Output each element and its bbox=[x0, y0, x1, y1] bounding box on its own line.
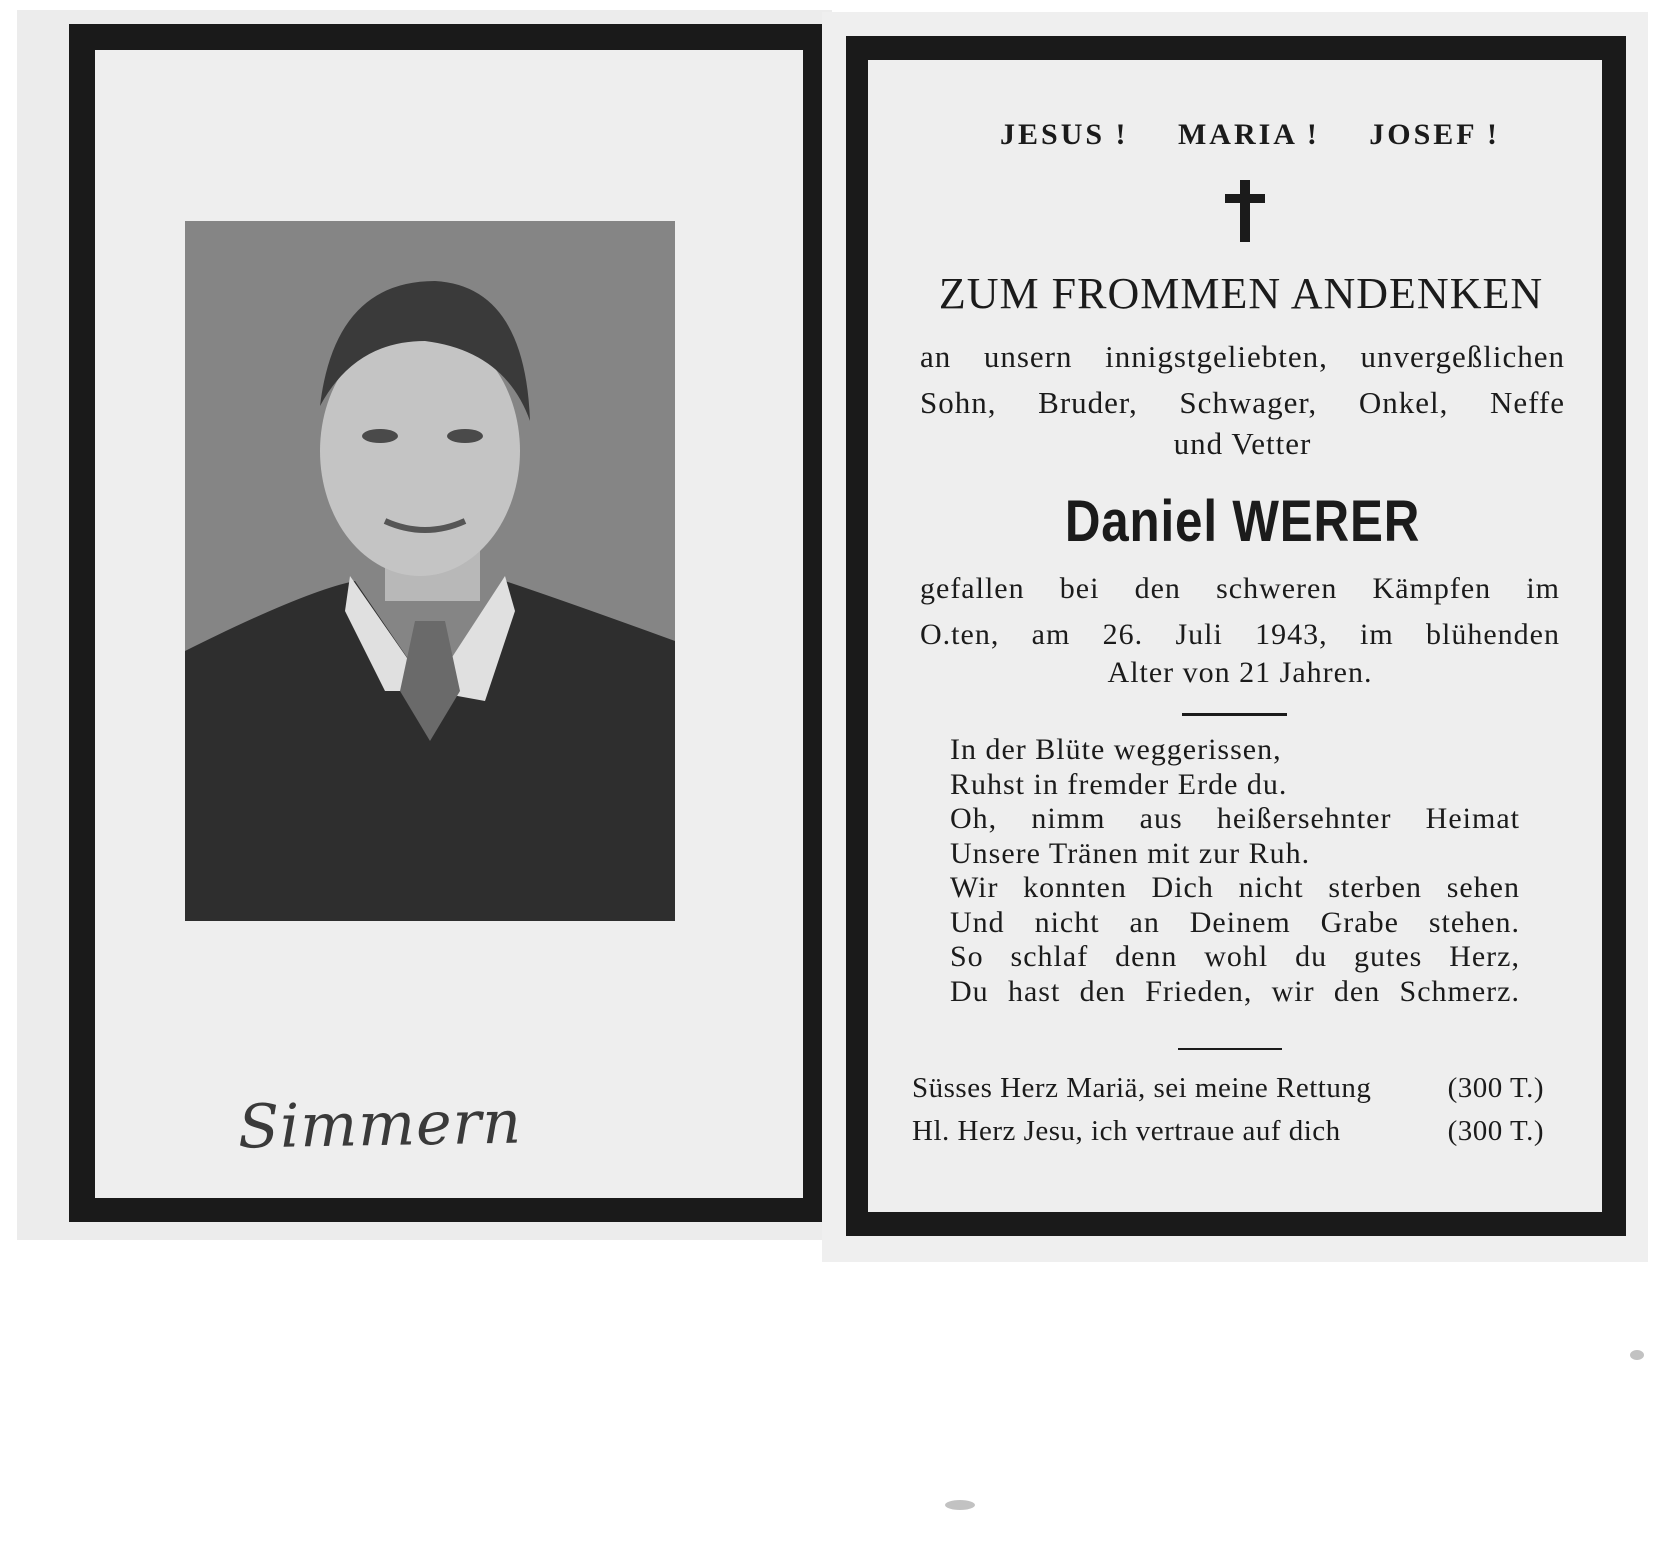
invocation-josef: JOSEF ! bbox=[1369, 118, 1500, 151]
death-line-2: O.ten, am 26. Juli 1943, im blühenden bbox=[920, 618, 1560, 651]
dedication-text bbox=[920, 334, 1565, 426]
poem-line: Oh, nimm aus heißersehnter Heimat bbox=[950, 802, 1520, 835]
prayer-text: Hl. Herz Jesu, ich vertraue auf dich bbox=[912, 1115, 1341, 1147]
handwritten-place-signature: Simmern bbox=[237, 1087, 523, 1163]
poem-line: Wir konnten Dich nicht sterben sehen bbox=[950, 871, 1520, 904]
prayer-line bbox=[912, 1072, 1544, 1105]
portrait-photo bbox=[185, 221, 675, 921]
scan-speck bbox=[1630, 1350, 1644, 1360]
memorial-poem bbox=[950, 733, 1520, 1009]
dedication-line-1: an unsern innigstgeliebten, unvergeßlichen bbox=[920, 339, 1565, 374]
prayer-text: Süsses Herz Mariä, sei meine Rettung bbox=[912, 1072, 1372, 1104]
divider-rule bbox=[1178, 1048, 1282, 1050]
death-line-3: Alter von 21 Jahren. bbox=[1107, 656, 1373, 689]
poem-line: Und nicht an Deinem Grabe stehen. bbox=[950, 905, 1520, 939]
dedication-line-3: und Vetter bbox=[1173, 426, 1312, 461]
poem-line: So schlaf denn wohl du gutes Herz, bbox=[950, 940, 1520, 973]
invocation-maria: MARIA ! bbox=[1177, 118, 1320, 151]
poem-line: Du hast den Frieden, wir den Schmerz. bbox=[950, 974, 1520, 1008]
poem-line: Ruhst in fremder Erde du. bbox=[950, 767, 1288, 801]
poem-line: In der Blüte weggerissen, bbox=[950, 733, 1282, 766]
dedication-line-2: Sohn, Bruder, Schwager, Onkel, Neffe bbox=[920, 385, 1565, 420]
death-details bbox=[920, 566, 1560, 658]
prayer-indulgence: (300 T.) bbox=[1447, 1072, 1544, 1104]
deceased-name: Daniel WERER bbox=[1064, 489, 1421, 554]
prayer-line bbox=[912, 1115, 1544, 1148]
divider-rule bbox=[1182, 713, 1287, 716]
poem-line: Unsere Tränen mit zur Ruh. bbox=[950, 836, 1311, 870]
memorial-heading: ZUM FROMMEN ANDENKEN bbox=[938, 269, 1544, 318]
invocations bbox=[1000, 118, 1500, 152]
prayer-indulgence: (300 T.) bbox=[1447, 1115, 1544, 1147]
cross-icon bbox=[1225, 180, 1265, 242]
invocation-jesus: JESUS ! bbox=[1000, 118, 1129, 151]
death-line-1: gefallen bei den schweren Kämpfen im bbox=[920, 572, 1560, 605]
scan-speck bbox=[945, 1500, 975, 1510]
portrait-illustration bbox=[185, 221, 675, 921]
